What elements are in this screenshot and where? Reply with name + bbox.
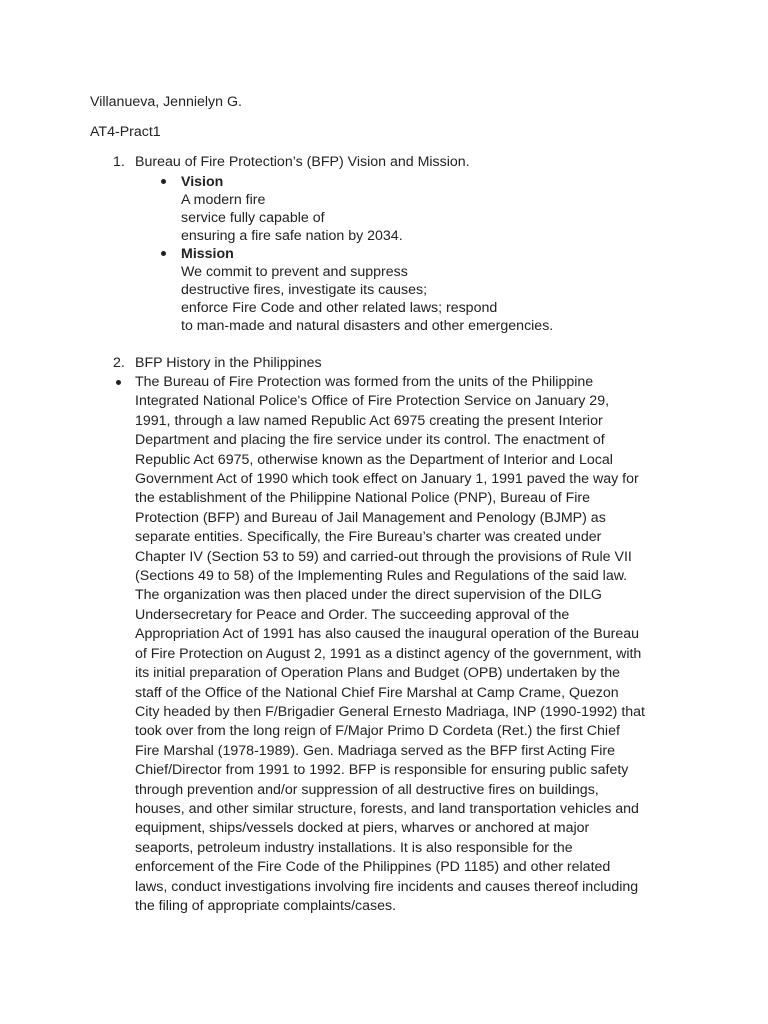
student-name: Villanueva, Jennielyn G. [90, 94, 242, 110]
history-line: laws, conduct investigations involving fire incidents and causes thereof including [135, 878, 639, 895]
history-line: Government Act of 1990 which took effect on January 1, 1991 paved the way for [135, 471, 639, 488]
history-line: staff of the Office of the National Chief Fire Marshal at Camp Crame, Quezon [135, 684, 619, 701]
history-line: separate entities. Specifically, the Fire Bureau’s charter was created under [135, 529, 602, 546]
history-line: The organization was then placed under the direct supervision of the DILG [135, 587, 602, 604]
history-line: equipment, ships/vessels docked at piers, wharves or anchored at major [135, 820, 590, 837]
history-line: Fire Marshal (1978-1989). Gen. Madriaga served as the BFP first Acting Fire [135, 742, 615, 759]
history-line: 1991, through a law named Republic Act 6975 creating the present Interior [135, 412, 603, 429]
history-line: Republic Act 6975, otherwise known as the Department of Interior and Local [135, 451, 613, 468]
history-line: the filing of appropriate complaints/cases. [135, 897, 397, 914]
history-line: its initial preparation of Operation Plans and Budget (OPB) undertaken by the [135, 665, 621, 682]
history-line: houses, and other similar structure, forests, and land transportation vehicles and [135, 800, 639, 817]
item-2-number: 2. [113, 355, 125, 371]
course-code: AT4-Pract1 [90, 124, 161, 140]
vision-line: A modern fire [181, 192, 266, 208]
history-line: (Sections 49 to 58) of the Implementing Rules and Regulations of the said law. [135, 568, 628, 585]
history-line: of Fire Protection on August 2, 1991 as a distinct agency of the government, with [135, 645, 642, 662]
history-line: seaports, petroleum industry installations. It is also responsible for the [135, 839, 573, 856]
history-line: took over from the long reign of F/Major Primo D Cordeta (Ret.) the first Chief [135, 723, 620, 740]
mission-line: enforce Fire Code and other related laws; respond [181, 300, 498, 316]
vision-bullet-icon [161, 179, 166, 184]
history-line: Protection (BFP) and Bureau of Jail Management and Penology (BJMP) as [135, 509, 606, 526]
history-line: Integrated National Police's Office of Fire Protection Service on January 29, [135, 393, 610, 410]
history-line: Chief/Director from 1991 to 1992. BFP is responsible for ensuring public safety [135, 762, 629, 779]
mission-line: We commit to prevent and suppress [181, 264, 408, 280]
history-line: through prevention and/or suppression of all destructive fires on buildings, [135, 781, 599, 798]
vision-label: Vision [181, 174, 224, 190]
history-line: the establishment of the Philippine National Police (PNP), Bureau of Fire [135, 490, 591, 507]
history-line: enforcement of the Fire Code of the Philippines (PD 1185) and other related [135, 859, 611, 876]
item-1-number: 1. [113, 154, 125, 170]
mission-line: destructive fires, investigate its causes; [181, 282, 428, 298]
vision-line: service fully capable of [181, 210, 325, 226]
item-2-title: BFP History in the Philippines [135, 355, 322, 371]
vision-line: ensuring a fire safe nation by 2034. [181, 228, 403, 244]
history-line: Chapter IV (Section 53 to 59) and carried-out through the provisions of Rule VII [135, 548, 632, 565]
history-paragraph [135, 373, 680, 916]
history-line: The Bureau of Fire Protection was formed from the units of the Philippine [135, 374, 594, 390]
history-bullet-icon [116, 380, 121, 385]
history-line: City headed by then F/Brigadier General Ernesto Madriaga, INP (1990-1992) that [135, 703, 645, 720]
history-line: Undersecretary for Peace and Order. The succeeding approval of the [135, 606, 570, 623]
history-line: Department and placing the fire service under its control. The enactment of [135, 432, 605, 449]
mission-label: Mission [181, 246, 234, 262]
item-1-title: Bureau of Fire Protection’s (BFP) Vision and Mission. [135, 154, 470, 170]
mission-bullet-icon [161, 251, 166, 256]
mission-line: to man-made and natural disasters and other emergencies. [181, 318, 554, 334]
history-line: Appropriation Act of 1991 has also caused the inaugural operation of the Bureau [135, 626, 640, 643]
